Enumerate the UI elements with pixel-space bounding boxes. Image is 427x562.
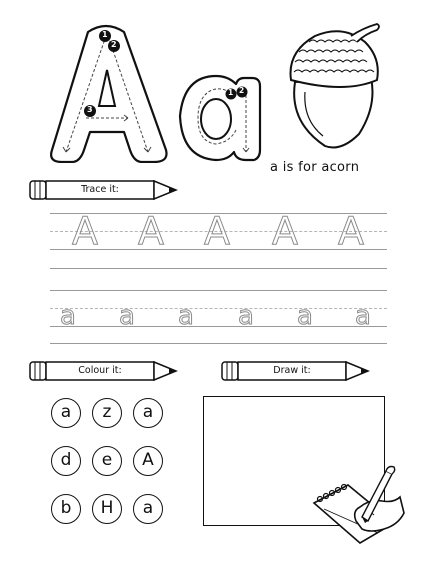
colour-circle-r3c3[interactable]: a [133,494,163,524]
stroke-number-3: 3 [87,105,93,114]
trace-lower-4[interactable]: a [238,301,254,331]
colour-circle-r2c1[interactable]: d [51,446,81,476]
stroke-number-1: 1 [102,30,108,39]
letter-caption: a is for acorn [270,160,360,175]
trace-upper-5[interactable]: A [338,209,364,253]
lower-stroke-number-2: 2 [239,86,245,95]
trace-line-bottom-lower [50,343,387,344]
colour-circle-r3c2[interactable]: H [92,494,122,524]
lowercase-a-graphic [176,72,262,164]
writing-hand-picture [308,463,408,545]
draw-it-label: Draw it: [273,365,311,376]
trace-upper-1[interactable]: A [72,209,98,253]
trace-line-base-lower [50,326,387,327]
colour-circle-r3c1[interactable]: b [51,494,81,524]
lower-stroke-number-1: 1 [228,88,234,97]
colour-circle-r1c2[interactable]: z [92,398,122,428]
acorn-picture [285,22,385,152]
trace-lower-5[interactable]: a [297,301,313,331]
lowercase-letter-outline [176,72,262,164]
trace-line-top-lower [50,290,387,291]
colour-circle-r1c1[interactable]: a [51,398,81,428]
trace-line-extra [50,268,387,269]
trace-lower-2[interactable]: a [119,301,135,331]
colour-it-pencil [28,360,180,382]
trace-lower-3[interactable]: a [178,301,194,331]
uppercase-a-graphic [44,18,174,163]
trace-lower-1[interactable]: a [60,301,76,331]
acorn-icon [285,22,385,152]
draw-it-pencil [220,360,372,382]
trace-line-mid-lower [50,308,387,309]
colour-circle-r2c2[interactable]: e [92,446,122,476]
colour-it-label: Colour it: [78,365,122,376]
trace-it-label: Trace it: [81,184,119,195]
writing-hand-icon [308,463,408,545]
trace-lower-6[interactable]: a [355,301,371,331]
trace-upper-3[interactable]: A [204,209,230,253]
trace-upper-2[interactable]: A [138,209,164,253]
colour-circle-r2c3[interactable]: A [133,446,163,476]
trace-it-pencil [28,179,180,201]
trace-upper-4[interactable]: A [272,209,298,253]
uppercase-letter-outline [44,18,174,163]
stroke-number-2: 2 [111,40,117,49]
colour-circle-r1c3[interactable]: a [133,398,163,428]
